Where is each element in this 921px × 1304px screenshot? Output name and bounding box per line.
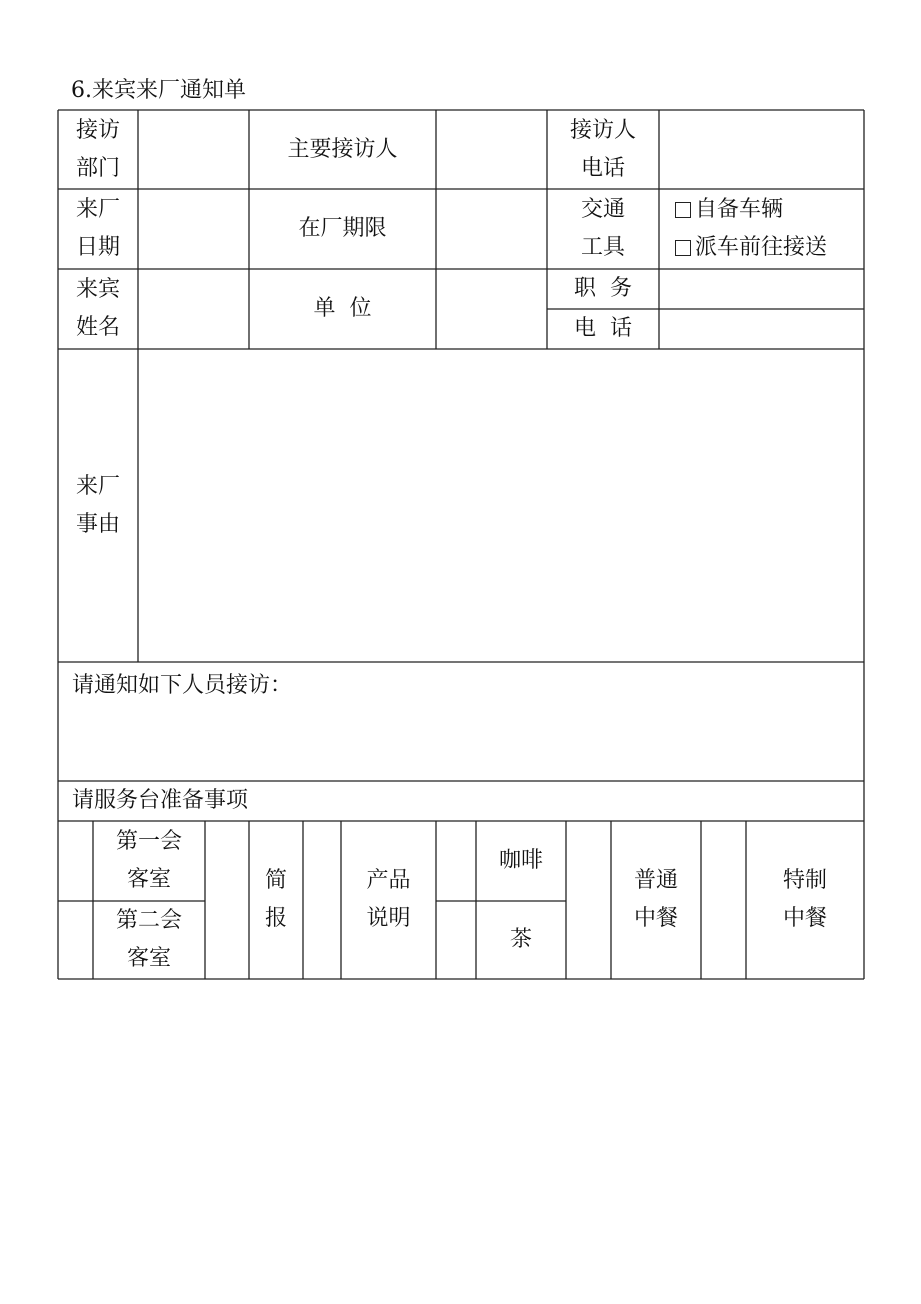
form-title: 6.来宾来厂通知单 [71,78,246,103]
receiver-phone-label: 接访人 电话 [569,117,636,181]
checkbox-icon[interactable] [675,202,691,218]
option-label: 自备车辆 [695,197,784,222]
receiver-phone-field[interactable] [659,110,864,189]
meal-special-check[interactable] [701,821,746,979]
meal-special-label: 特制 中餐 [782,868,827,931]
phone-label: 电 话 [574,316,632,341]
receiver-field[interactable] [436,110,547,189]
product-label: 产品 说明 [366,868,411,931]
phone-field[interactable] [659,309,864,349]
room2-check[interactable] [58,901,93,979]
position-label: 职 务 [574,276,632,301]
guest-label: 来宾 姓名 [75,277,120,340]
tea-label: 茶 [509,927,532,952]
meal-normal-check[interactable] [566,821,611,979]
transport-options [659,189,864,269]
meal-normal-label: 普通 中餐 [633,868,678,931]
date-label: 来厂 日期 [75,197,120,260]
notify-field[interactable] [58,700,864,781]
room2-label: 第二会 客室 [115,908,182,971]
checkbox-icon[interactable] [675,240,691,256]
coffee-check[interactable] [436,821,476,901]
position-field[interactable] [659,269,864,309]
briefing-label: 简 报 [264,868,287,931]
date-field[interactable] [138,189,249,269]
briefing-check[interactable] [205,821,249,979]
service-label: 请服务台准备事项 [72,788,249,813]
transport-option-own-vehicle[interactable] [675,191,783,229]
guest-field[interactable] [138,269,249,349]
stay-label: 在厂期限 [298,216,387,241]
dept-label: 接访 部门 [75,117,120,181]
tea-check[interactable] [436,901,476,979]
product-check[interactable] [303,821,341,979]
stay-field[interactable] [436,189,547,269]
receiver-label: 主要接访人 [287,136,398,162]
transport-option-send-car[interactable] [675,229,827,267]
room1-label: 第一会 客室 [115,829,182,892]
option-label: 派车前往接送 [695,235,828,260]
reason-field[interactable] [138,349,864,662]
unit-label: 单 位 [313,296,372,321]
room1-check[interactable] [58,821,93,901]
unit-field[interactable] [436,269,547,349]
dept-field[interactable] [138,110,249,189]
transport-label: 交通 工具 [580,197,625,260]
coffee-label: 咖啡 [498,848,543,873]
notify-label: 请通知如下人员接访： [72,673,293,698]
reason-label: 来厂 事由 [75,473,120,537]
